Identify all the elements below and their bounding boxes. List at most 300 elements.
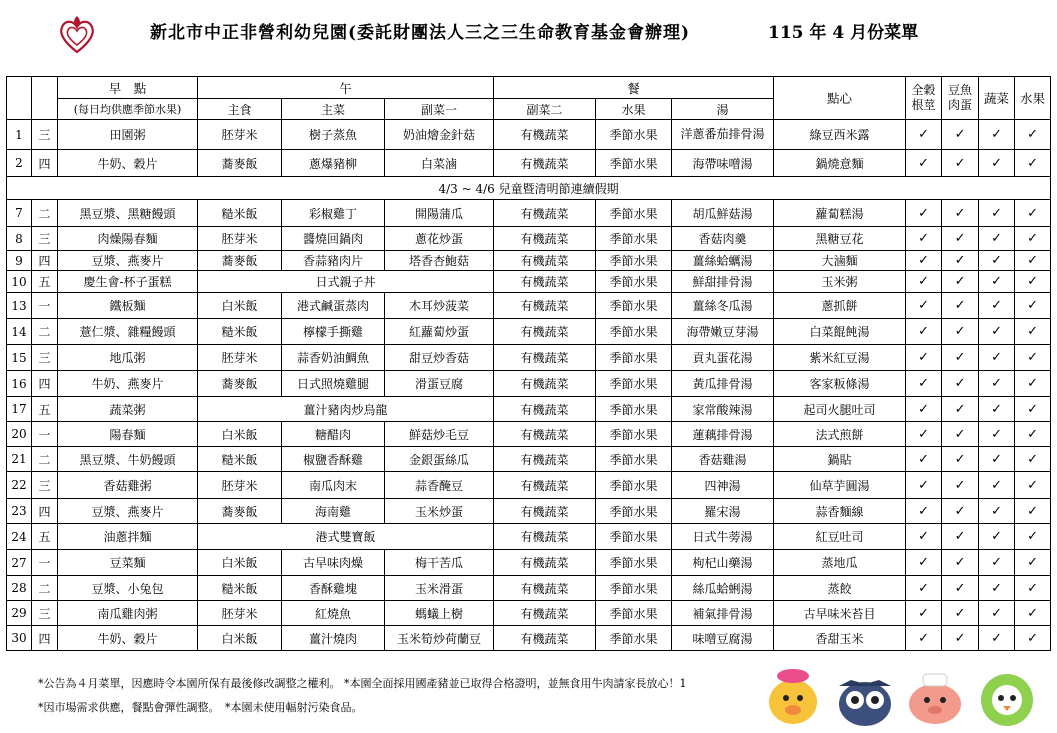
check-icon: ✓ (1015, 524, 1051, 550)
fruit-cell: 季節水果 (596, 397, 672, 422)
check-icon: ✓ (906, 150, 942, 177)
lunch-header-right: 餐 (494, 77, 774, 99)
weekday-cell: 二 (32, 200, 58, 227)
check-icon: ✓ (979, 150, 1015, 177)
weekday-header (32, 77, 58, 120)
snack-cell: 綠豆西米露 (774, 120, 906, 150)
date-cell: 30 (7, 626, 32, 651)
breakfast-cell: 慶生會-杯子蛋糕 (58, 271, 198, 293)
check-icon: ✓ (942, 422, 979, 447)
date-cell: 15 (7, 345, 32, 371)
side2-cell: 有機蔬菜 (494, 319, 596, 345)
check-icon: ✓ (979, 550, 1015, 576)
check-icon: ✓ (942, 251, 979, 271)
fruit-cell: 季節水果 (596, 524, 672, 550)
weekday-cell: 四 (32, 251, 58, 271)
side2-cell: 有機蔬菜 (494, 499, 596, 524)
snack-cell: 鍋燒意麵 (774, 150, 906, 177)
check-icon: ✓ (1015, 499, 1051, 524)
table-row (7, 550, 1051, 576)
breakfast-cell: 地瓜粥 (58, 345, 198, 371)
check-icon: ✓ (906, 227, 942, 251)
fruit-cell: 季節水果 (596, 550, 672, 576)
check-icon: ✓ (979, 626, 1015, 651)
check-icon: ✓ (979, 319, 1015, 345)
weekday-cell: 一 (32, 293, 58, 319)
main-dish-header: 主菜 (282, 99, 385, 120)
soup-cell: 香菇雞湯 (672, 447, 774, 472)
check-icon: ✓ (906, 251, 942, 271)
check-icon: ✓ (1015, 227, 1051, 251)
soup-cell: 貢丸蛋花湯 (672, 345, 774, 371)
table-row (7, 524, 1051, 550)
table-row (7, 447, 1051, 472)
weekday-cell: 四 (32, 499, 58, 524)
date-cell: 17 (7, 397, 32, 422)
table-row (7, 601, 1051, 626)
snack-cell: 鍋貼 (774, 447, 906, 472)
weekday-cell: 二 (32, 319, 58, 345)
main-food-cell: 蕎麥飯 (198, 150, 282, 177)
check-icon: ✓ (906, 626, 942, 651)
date-cell: 21 (7, 447, 32, 472)
weekday-cell: 五 (32, 524, 58, 550)
check-icon: ✓ (1015, 576, 1051, 601)
main-food-cell: 胚芽米 (198, 120, 282, 150)
check-icon: ✓ (942, 371, 979, 397)
weekday-cell: 五 (32, 271, 58, 293)
soup-cell: 枸杞山藥湯 (672, 550, 774, 576)
check-icon: ✓ (979, 422, 1015, 447)
weekday-cell: 三 (32, 345, 58, 371)
soup-cell: 薑絲冬瓜湯 (672, 293, 774, 319)
school-logo-icon (56, 14, 98, 56)
date-cell: 23 (7, 499, 32, 524)
table-row (7, 319, 1051, 345)
main-dish-cell: 椒鹽香酥雞 (282, 447, 385, 472)
lunch-combo-cell: 日式親子丼 (198, 271, 494, 293)
main-dish-cell: 海南雞 (282, 499, 385, 524)
breakfast-cell: 油蔥拌麵 (58, 524, 198, 550)
check-icon: ✓ (906, 447, 942, 472)
fruit-cell: 季節水果 (596, 422, 672, 447)
main-dish-cell: 香酥雞塊 (282, 576, 385, 601)
snack-cell: 客家粄條湯 (774, 371, 906, 397)
date-cell: 10 (7, 271, 32, 293)
weekday-cell: 四 (32, 626, 58, 651)
date-cell: 16 (7, 371, 32, 397)
check-icon: ✓ (1015, 626, 1051, 651)
main-food-cell: 糙米飯 (198, 200, 282, 227)
table-row (7, 472, 1051, 499)
check-icon: ✓ (942, 293, 979, 319)
side2-cell: 有機蔬菜 (494, 371, 596, 397)
weekday-cell: 三 (32, 601, 58, 626)
date-cell: 24 (7, 524, 32, 550)
soup-cell: 胡瓜鮮菇湯 (672, 200, 774, 227)
table-row (7, 397, 1051, 422)
check-icon: ✓ (1015, 601, 1051, 626)
side2-cell: 有機蔬菜 (494, 227, 596, 251)
breakfast-cell: 牛奶、穀片 (58, 626, 198, 651)
snack-cell: 起司火腿吐司 (774, 397, 906, 422)
soup-cell: 海帶嫩豆芽湯 (672, 319, 774, 345)
weekday-cell: 三 (32, 472, 58, 499)
check-icon: ✓ (942, 576, 979, 601)
soup-cell: 海帶味噌湯 (672, 150, 774, 177)
table-row (7, 371, 1051, 397)
check-icon: ✓ (1015, 120, 1051, 150)
holiday-notice: 4/3 ~ 4/6 兒童暨清明節連續假期 (7, 177, 1051, 200)
menu-period: 115 年 4 月份菜單 (768, 23, 919, 43)
check-icon: ✓ (979, 371, 1015, 397)
side1-cell: 甜豆炒香菇 (385, 345, 494, 371)
menu-body (7, 120, 1051, 651)
fruit-cell: 季節水果 (596, 271, 672, 293)
main-dish-cell: 港式鹹蛋蒸肉 (282, 293, 385, 319)
date-cell: 29 (7, 601, 32, 626)
side2-cell: 有機蔬菜 (494, 601, 596, 626)
check-icon: ✓ (942, 120, 979, 150)
snack-cell: 蔥抓餅 (774, 293, 906, 319)
fruit-cell: 季節水果 (596, 371, 672, 397)
mascot-dog-icon (769, 669, 817, 724)
side2-cell: 有機蔬菜 (494, 345, 596, 371)
check-icon: ✓ (906, 345, 942, 371)
breakfast-cell: 豆漿、小兔包 (58, 576, 198, 601)
date-cell: 7 (7, 200, 32, 227)
check-icon: ✓ (906, 499, 942, 524)
check-icon: ✓ (1015, 293, 1051, 319)
side1-cell: 梅干苦瓜 (385, 550, 494, 576)
weekday-cell: 三 (32, 120, 58, 150)
check-icon: ✓ (942, 626, 979, 651)
fruit-cell: 季節水果 (596, 576, 672, 601)
check-icon: ✓ (906, 576, 942, 601)
table-row (7, 626, 1051, 651)
main-food-header: 主食 (198, 99, 282, 120)
main-dish-cell: 檸檬手撕雞 (282, 319, 385, 345)
fruit-cell: 季節水果 (596, 150, 672, 177)
side2-cell: 有機蔬菜 (494, 550, 596, 576)
check-icon: ✓ (1015, 371, 1051, 397)
date-cell: 1 (7, 120, 32, 150)
snack-header: 點心 (774, 77, 906, 120)
protein-header: 豆魚肉蛋 (942, 77, 979, 120)
snack-cell: 香甜玉米 (774, 626, 906, 651)
check-icon: ✓ (942, 397, 979, 422)
check-icon: ✓ (906, 472, 942, 499)
breakfast-cell: 蔬菜粥 (58, 397, 198, 422)
main-dish-cell: 彩椒雞丁 (282, 200, 385, 227)
check-icon: ✓ (942, 227, 979, 251)
weekday-cell: 二 (32, 447, 58, 472)
breakfast-header: 早 點 (58, 77, 198, 99)
check-icon: ✓ (979, 293, 1015, 319)
check-icon: ✓ (1015, 319, 1051, 345)
snack-cell: 玉米粥 (774, 271, 906, 293)
check-icon: ✓ (1015, 150, 1051, 177)
soup-cell: 蓮藕排骨湯 (672, 422, 774, 447)
side1-header: 副菜一 (385, 99, 494, 120)
check-icon: ✓ (906, 271, 942, 293)
side1-cell: 玉米筍炒荷蘭豆 (385, 626, 494, 651)
table-row (7, 120, 1051, 150)
fruit-cell: 季節水果 (596, 601, 672, 626)
side1-cell: 塔香杏鮑菇 (385, 251, 494, 271)
main-dish-cell: 蔥爆豬柳 (282, 150, 385, 177)
side2-cell: 有機蔬菜 (494, 447, 596, 472)
lunch-combo-cell: 港式雙寶飯 (198, 524, 494, 550)
soup-cell: 日式牛蒡湯 (672, 524, 774, 550)
mascot-illustration (755, 660, 1045, 730)
date-cell: 22 (7, 472, 32, 499)
mascot-pig-icon (909, 674, 961, 724)
soup-cell: 四神湯 (672, 472, 774, 499)
main-food-cell: 胚芽米 (198, 472, 282, 499)
main-dish-cell: 糖醋肉 (282, 422, 385, 447)
table-row (7, 345, 1051, 371)
check-icon: ✓ (979, 251, 1015, 271)
breakfast-cell: 肉燥陽春麵 (58, 227, 198, 251)
check-icon: ✓ (979, 576, 1015, 601)
side1-cell: 白菜滷 (385, 150, 494, 177)
breakfast-cell: 牛奶、穀片 (58, 150, 198, 177)
breakfast-cell: 黑豆漿、黑糖饅頭 (58, 200, 198, 227)
check-icon: ✓ (1015, 251, 1051, 271)
soup-cell: 薑絲蛤蠣湯 (672, 251, 774, 271)
side1-cell: 紅蘿蔔炒蛋 (385, 319, 494, 345)
check-icon: ✓ (906, 293, 942, 319)
check-icon: ✓ (906, 550, 942, 576)
weekday-cell: 五 (32, 397, 58, 422)
snack-cell: 蒸餃 (774, 576, 906, 601)
check-icon: ✓ (942, 150, 979, 177)
breakfast-cell: 鐵板麵 (58, 293, 198, 319)
snack-cell: 紫米紅豆湯 (774, 345, 906, 371)
table-row (7, 251, 1051, 271)
mascot-owl-icon (839, 680, 891, 726)
check-icon: ✓ (979, 120, 1015, 150)
check-icon: ✓ (979, 271, 1015, 293)
check-icon: ✓ (979, 447, 1015, 472)
main-food-cell: 白米飯 (198, 293, 282, 319)
side2-header: 副菜二 (494, 99, 596, 120)
weekday-cell: 二 (32, 576, 58, 601)
check-icon: ✓ (979, 472, 1015, 499)
breakfast-cell: 黑豆漿、牛奶饅頭 (58, 447, 198, 472)
date-cell: 27 (7, 550, 32, 576)
soup-cell: 洋蔥番茄排骨湯 (672, 120, 774, 150)
page-header (0, 0, 1057, 76)
side1-cell: 木耳炒菠菜 (385, 293, 494, 319)
check-icon: ✓ (1015, 397, 1051, 422)
table-row (7, 422, 1051, 447)
main-dish-cell: 蒜香奶油鯛魚 (282, 345, 385, 371)
main-dish-cell: 南瓜肉末 (282, 472, 385, 499)
check-icon: ✓ (979, 397, 1015, 422)
main-food-cell: 胚芽米 (198, 601, 282, 626)
lunch-header-left: 午 (198, 77, 494, 99)
fruit-cell: 季節水果 (596, 319, 672, 345)
check-icon: ✓ (979, 524, 1015, 550)
side2-cell: 有機蔬菜 (494, 120, 596, 150)
snack-cell: 紅豆吐司 (774, 524, 906, 550)
breakfast-cell: 豆漿、燕麥片 (58, 499, 198, 524)
fruit-cell: 季節水果 (596, 472, 672, 499)
fruit-group-header: 水果 (1015, 77, 1051, 120)
side1-cell: 奶油燴金針菇 (385, 120, 494, 150)
main-dish-cell: 樹子蒸魚 (282, 120, 385, 150)
table-row (7, 150, 1051, 177)
check-icon: ✓ (942, 601, 979, 626)
mascot-peacock-icon (981, 674, 1033, 726)
date-cell: 9 (7, 251, 32, 271)
main-dish-cell: 醬燒回鍋肉 (282, 227, 385, 251)
side1-cell: 滑蛋豆腐 (385, 371, 494, 397)
snack-cell: 蒸地瓜 (774, 550, 906, 576)
side2-cell: 有機蔬菜 (494, 293, 596, 319)
check-icon: ✓ (906, 397, 942, 422)
snack-cell: 仙草芋圓湯 (774, 472, 906, 499)
date-cell: 28 (7, 576, 32, 601)
main-food-cell: 蕎麥飯 (198, 251, 282, 271)
lunch-combo-cell: 薑汁豬肉炒烏龍 (198, 397, 494, 422)
fruit-header: 水果 (596, 99, 672, 120)
snack-cell: 黑糖豆花 (774, 227, 906, 251)
check-icon: ✓ (979, 601, 1015, 626)
check-icon: ✓ (942, 550, 979, 576)
fruit-cell: 季節水果 (596, 345, 672, 371)
date-cell: 14 (7, 319, 32, 345)
breakfast-cell: 田園粥 (58, 120, 198, 150)
side2-cell: 有機蔬菜 (494, 524, 596, 550)
check-icon: ✓ (1015, 271, 1051, 293)
breakfast-cell: 香菇雞粥 (58, 472, 198, 499)
table-row (7, 499, 1051, 524)
grain-header: 全穀根莖 (906, 77, 942, 120)
soup-cell: 香菇肉羹 (672, 227, 774, 251)
holiday-row (7, 177, 1051, 200)
check-icon: ✓ (942, 499, 979, 524)
check-icon: ✓ (942, 271, 979, 293)
check-icon: ✓ (942, 472, 979, 499)
check-icon: ✓ (979, 345, 1015, 371)
date-header (7, 77, 32, 120)
date-cell: 13 (7, 293, 32, 319)
breakfast-cell: 薏仁漿、雜糧饅頭 (58, 319, 198, 345)
side1-cell: 金銀蛋絲瓜 (385, 447, 494, 472)
breakfast-cell: 牛奶、燕麥片 (58, 371, 198, 397)
check-icon: ✓ (1015, 447, 1051, 472)
table-row (7, 271, 1051, 293)
breakfast-note: (每日均供應季節水果) (58, 99, 198, 120)
main-food-cell: 糙米飯 (198, 576, 282, 601)
check-icon: ✓ (979, 200, 1015, 227)
check-icon: ✓ (906, 319, 942, 345)
side2-cell: 有機蔬菜 (494, 422, 596, 447)
check-icon: ✓ (906, 200, 942, 227)
check-icon: ✓ (906, 422, 942, 447)
fruit-cell: 季節水果 (596, 447, 672, 472)
footer-note-2: *因市場需求供應，餐點會彈性調整。 *本園未使用輻射污染食品。 (38, 701, 363, 714)
check-icon: ✓ (942, 447, 979, 472)
fruit-cell: 季節水果 (596, 499, 672, 524)
main-dish-cell: 古早味肉燥 (282, 550, 385, 576)
weekday-cell: 一 (32, 422, 58, 447)
side1-cell: 玉米滑蛋 (385, 576, 494, 601)
table-row (7, 293, 1051, 319)
soup-cell: 絲瓜蛤蜊湯 (672, 576, 774, 601)
check-icon: ✓ (906, 371, 942, 397)
fruit-cell: 季節水果 (596, 251, 672, 271)
breakfast-cell: 南瓜雞肉粥 (58, 601, 198, 626)
fruit-cell: 季節水果 (596, 227, 672, 251)
breakfast-cell: 陽春麵 (58, 422, 198, 447)
check-icon: ✓ (1015, 422, 1051, 447)
veg-header: 蔬菜 (979, 77, 1015, 120)
main-food-cell: 蕎麥飯 (198, 499, 282, 524)
header-row-1 (7, 77, 1051, 99)
main-food-cell: 白米飯 (198, 422, 282, 447)
table-row (7, 200, 1051, 227)
soup-header: 湯 (672, 99, 774, 120)
date-cell: 2 (7, 150, 32, 177)
check-icon: ✓ (942, 200, 979, 227)
weekday-cell: 一 (32, 550, 58, 576)
soup-cell: 羅宋湯 (672, 499, 774, 524)
check-icon: ✓ (979, 227, 1015, 251)
soup-cell: 黃瓜排骨湯 (672, 371, 774, 397)
main-dish-cell: 日式照燒雞腿 (282, 371, 385, 397)
snack-cell: 古早味米苔目 (774, 601, 906, 626)
main-dish-cell: 薑汁燒肉 (282, 626, 385, 651)
soup-cell: 補氣排骨湯 (672, 601, 774, 626)
side1-cell: 螞蟻上樹 (385, 601, 494, 626)
main-food-cell: 白米飯 (198, 550, 282, 576)
check-icon: ✓ (979, 499, 1015, 524)
side1-cell: 鮮菇炒毛豆 (385, 422, 494, 447)
check-icon: ✓ (1015, 550, 1051, 576)
check-icon: ✓ (942, 345, 979, 371)
check-icon: ✓ (942, 524, 979, 550)
side1-cell: 蔥花炒蛋 (385, 227, 494, 251)
main-food-cell: 糙米飯 (198, 319, 282, 345)
menu-table (6, 76, 1051, 651)
table-row (7, 227, 1051, 251)
side2-cell: 有機蔬菜 (494, 251, 596, 271)
snack-cell: 蒜香麵線 (774, 499, 906, 524)
fruit-cell: 季節水果 (596, 120, 672, 150)
snack-cell: 白菜餛飩湯 (774, 319, 906, 345)
side2-cell: 有機蔬菜 (494, 576, 596, 601)
side2-cell: 有機蔬菜 (494, 626, 596, 651)
fruit-cell: 季節水果 (596, 293, 672, 319)
date-cell: 20 (7, 422, 32, 447)
check-icon: ✓ (942, 319, 979, 345)
check-icon: ✓ (1015, 200, 1051, 227)
snack-cell: 蘿蔔糕湯 (774, 200, 906, 227)
main-dish-cell: 紅燒魚 (282, 601, 385, 626)
fruit-cell: 季節水果 (596, 200, 672, 227)
soup-cell: 味噌豆腐湯 (672, 626, 774, 651)
side2-cell: 有機蔬菜 (494, 150, 596, 177)
weekday-cell: 四 (32, 150, 58, 177)
date-cell: 8 (7, 227, 32, 251)
side1-cell: 蒜香醃豆 (385, 472, 494, 499)
breakfast-cell: 豆漿、燕麥片 (58, 251, 198, 271)
side1-cell: 玉米炒蛋 (385, 499, 494, 524)
